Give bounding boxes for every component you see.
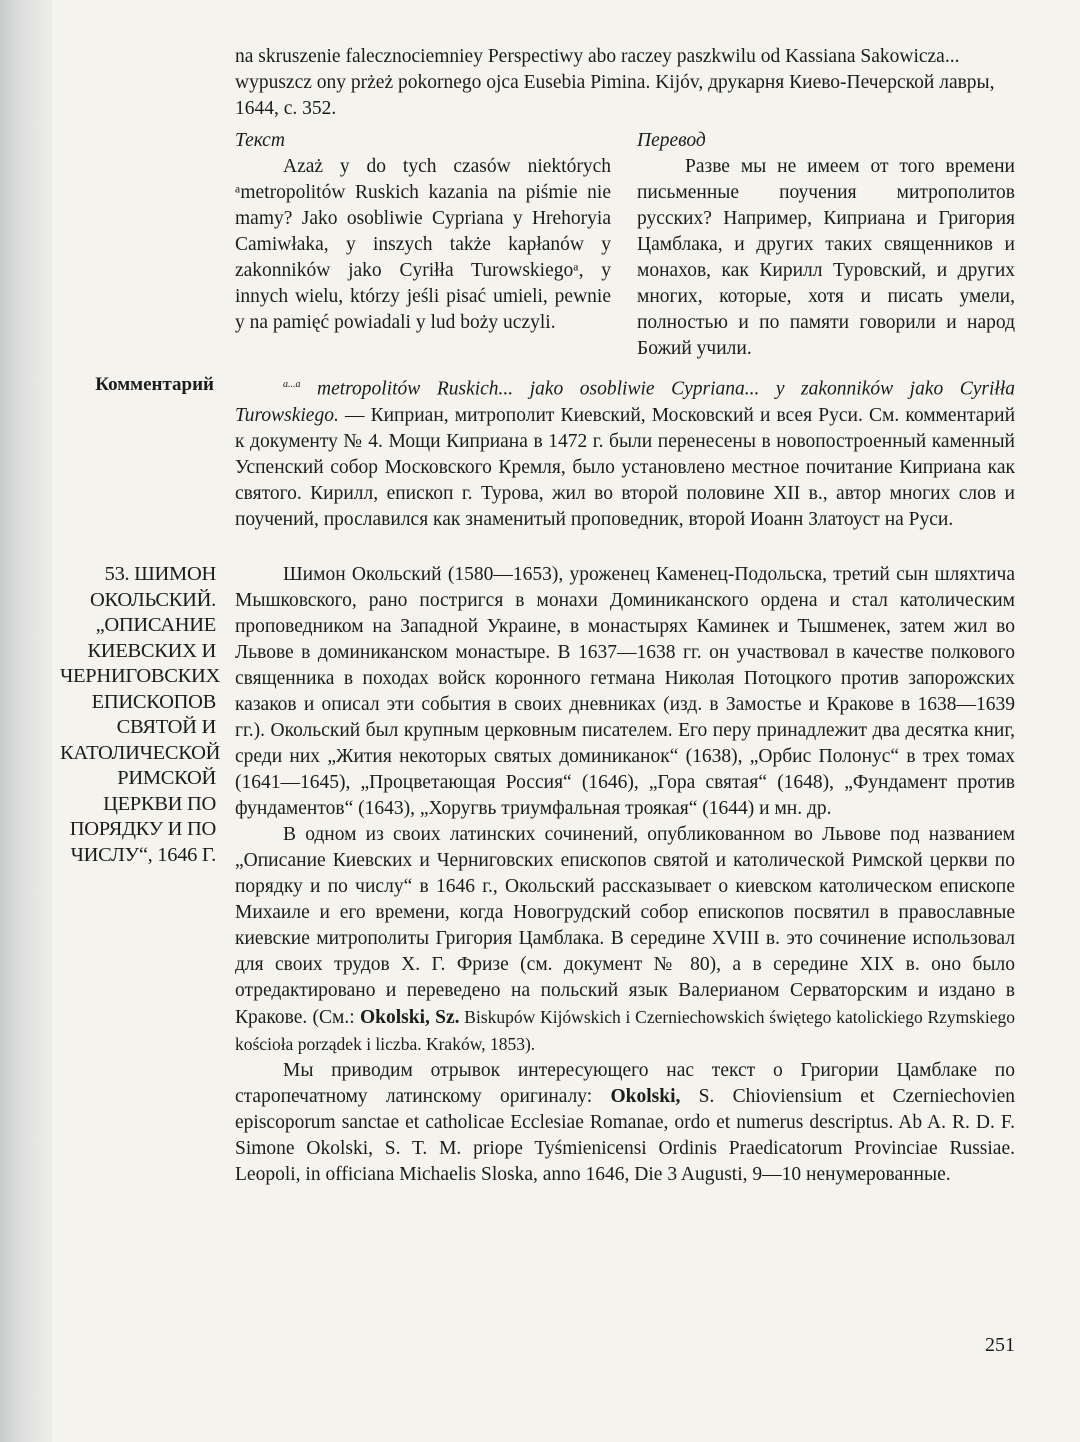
section-heading: 53. ШИМОН ОКОЛЬСКИЙ. „ОПИСАНИЕ КИЕВСКИХ И ЧЕРНИГОВСКИХ ЕПИСКОПОВ СВЯТОЙ И КАТОЛИЧЕСКОЙ РИМСКОЙ ЦЕРКВИ ПО ПОРЯДКУ И ПО ЧИСЛУ“, 1646 Г. [60,563,221,866]
paragraph-2-text: В одном из своих латинских сочинений, опубликованном во Львове под названием „Описание Киевских и Черниговских епископов святой и католической Римской церкви по порядку и по числу“ в 1646 г., Окольский рассказывает о киевском католическом епископе Михаиле и его времени, когда Новогрудский собор епископов посвятил в православные киевские митрополиты Григория Цамблака. В середине XVIII в. это сочинение использовал для своих трудов Х. Г. Фризе (см. документ № 80), а в середине XIX в. оно было отредактировано и переведено на польский язык Валерианом Серваторским и издано в Кракове. (См.: [235,824,1015,1028]
paragraph-2 [235,822,1015,1058]
text-column [235,128,611,336]
paragraph-3 [235,1058,1015,1188]
paragraph-3-author: Okolski, [610,1086,681,1107]
section-body [235,562,1015,1188]
translation-column-heading: Перевод [637,130,706,151]
page-number: 251 [985,1334,1015,1356]
paragraph-1: Шимон Окольский (1580—1653), уроженец Каменец-Подольска, третий сын шляхтича Мышковского, рано постригся в монахи Доминиканского ордена и стал католическим проповедником на Западной Украине, в монастырях Каминек и Тышменек, затем жил во Львове в доминиканском монастыре. В 1637—1638 гг. он участвовал в качестве полкового священника в походах войск коронного гетмана Николая Потоцкого против запорожских казаков и описал эти события в своих дневниках (изд. в Замостье и Кракове в 1638—1639 гг.). Окольский был крупным церковным писателем. Его перу принадлежит два десятка книг, среди них „Жития некоторых святых доминиканок“ (1638), „Орбис Полонус“ в трех томах (1641—1645), „Процветающая Россия“ (1646), „Гора святая“ (1648), „Фундамент против фундаментов“ (1643), „Хоругвь триумфальная троякая“ (1644) и мн. др. [235,564,1015,819]
paragraph-2-citation: Biskupów Kijówskich i Czerniechowskich świętego katolickiego Rzymskiego kościoła porządek i liczba. Kraków, 1853). [235,1007,1015,1054]
commentary-body [235,372,1015,533]
paragraph-2-author: Okolski, Sz. [359,1007,460,1028]
commentary-reference: metropolitów Ruskich... jako osobliwie Cypriana... y zakonników jako Cyriłła Turowskiego. [235,378,1016,426]
paragraph-3-citation: S. Chioviensium et Czerniechovien episcoporum sanctae et catholicae Ecclesiae Romanae, ordo et numerus descriptus. Ab A. R. D. F. Simone Okolski, S. T. M. priope Tyśmienicensi Ordinis Praedicatorum Provinciae Russiae. Leopoli, in officiana Michaelis Sloska, anno 1646, Die 3 Augusti, 9—10 ненумерованные. [235,1086,1015,1185]
text-column-body: Azaż y do tych czasów niektórych ᵃmetropolitów Ruskich kazania na piśmie nie mamy? Jako osobliwie Cypriana y Hrehoryia Camiwłaka, y inszych także kapłanów y zakonników jako Cyriłła Turowskiegoᵃ, y innych wielu, którzy jeśli pisać umieli, pewnie y na pamięć powiadali y lud boży uczyli. [235,156,611,333]
intro-citation: na skruszenie falecznociemniey Perspectiwy abo raczey paszkwilu od Kassiana Sakowicza... wypuszcz ony prżeż pokornego ojca Eusebia Pimina. Kijóv, друкарня Киево-Печерской лавры, 1644, с. 352. [235,46,995,119]
paragraph-3-text: Мы приводим отрывок интересующего нас текст о Григории Цамблаке по старопечатному латинскому оригиналу: [235,1060,1015,1107]
commentary-text: — Киприан, митрополит Киевский, Московский и всея Руси. См. комментарий к документу № 4. Мощи Киприана в 1472 г. были перенесены в новопостроенный каменный Успенский собор Московского Кремля, было установлено местное почитание Киприана как святого. Кирилл, епископ г. Турова, жил во второй половине XII в., автор многих слов и поучений, прославился как знаменитый проповедник, второй Иоанн Златоуст на Руси. [235,404,1015,530]
translation-column [637,128,1015,362]
commentary-label: Комментарий [95,374,214,395]
text-column-heading: Текст [235,130,285,151]
translation-column-body: Разве мы не имеем от того времени письменные поучения митрополитов русских? Например, Киприана и Григория Цамблака, и других таких священников и монахов, как Кирилл Туровский, и других многих, которые, хотя и писать умели, полностью и по памяти говорили и народ Божий учили. [637,156,1015,359]
footnote-marker: a...a [283,379,301,390]
